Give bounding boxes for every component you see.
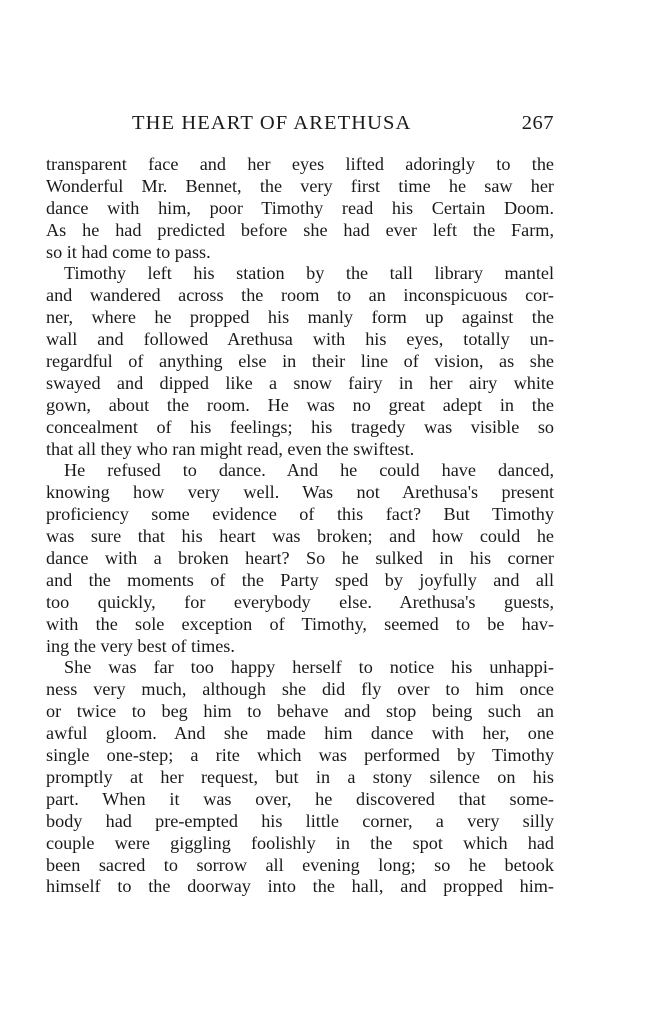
- text-line: She was far too happy herself to notice his unhappi-: [64, 657, 554, 678]
- text-line: ner, where he propped his manly form up against the: [46, 307, 554, 328]
- text-line: with the sole exception of Timothy, seemed to be hav-: [46, 613, 554, 634]
- text-line: gown, about the room. He was no great adept in the: [46, 394, 554, 415]
- text-line: knowing how very well. Was not Arethusa's present: [46, 482, 554, 503]
- running-title: THE HEART OF ARETHUSA: [132, 112, 412, 134]
- text-line: Timothy left his station by the tall library mantel: [64, 263, 554, 284]
- text-line: that all they who ran might read, even the swiftest.: [46, 438, 415, 459]
- text-line: so it had come to pass.: [46, 241, 211, 262]
- text-line: and the moments of the Party sped by joyfully and all: [46, 569, 554, 590]
- text-line: himself to the doorway into the hall, and propped him-: [46, 876, 554, 897]
- text-line: ing the very best of times.: [46, 635, 235, 656]
- text-line: As he had predicted before she had ever left the Farm,: [46, 219, 554, 240]
- text-line: single one-step; a rite which was performed by Timothy: [46, 745, 554, 766]
- text-line: or twice to beg him to behave and stop being such an: [46, 701, 554, 722]
- text-line: couple were giggling foolishly in the spot which had: [46, 832, 554, 853]
- text-line: transparent face and her eyes lifted adoringly to the: [46, 154, 554, 174]
- text-line: dance with a broken heart? So he sulked in his corner: [46, 548, 554, 569]
- text-line: Wonderful Mr. Bennet, the very first time he saw her: [46, 175, 554, 196]
- text-line: been sacred to sorrow all evening long; so he betook: [46, 854, 554, 875]
- text-line: regardful of anything else in their line of vision, as she: [46, 351, 554, 372]
- text-line: promptly at her request, but in a stony silence on his: [46, 766, 554, 787]
- body-text: [46, 154, 554, 898]
- text-line: wall and followed Arethusa with his eyes, totally un-: [46, 329, 554, 350]
- running-head: [46, 112, 554, 138]
- text-line: swayed and dipped like a snow fairy in her airy white: [46, 372, 554, 393]
- text-line: proficiency some evidence of this fact? But Timothy: [46, 504, 554, 525]
- text-line: He refused to dance. And he could have danced,: [64, 460, 554, 481]
- text-line: too quickly, for everybody else. Arethusa's guests,: [46, 591, 554, 612]
- text-line: awful gloom. And she made him dance with her, one: [46, 723, 554, 744]
- text-line: dance with him, poor Timothy read his Certain Doom.: [46, 197, 554, 218]
- page-number: 267: [521, 112, 554, 134]
- text-line: was sure that his heart was broken; and how could he: [46, 526, 554, 547]
- text-line: part. When it was over, he discovered that some-: [46, 788, 554, 809]
- text-line: and wandered across the room to an inconspicuous cor-: [46, 285, 554, 306]
- text-line: concealment of his feelings; his tragedy was visible so: [46, 416, 554, 437]
- text-line: ness very much, although she did fly over to him once: [46, 679, 554, 700]
- text-line: body had pre-empted his little corner, a very silly: [46, 810, 554, 831]
